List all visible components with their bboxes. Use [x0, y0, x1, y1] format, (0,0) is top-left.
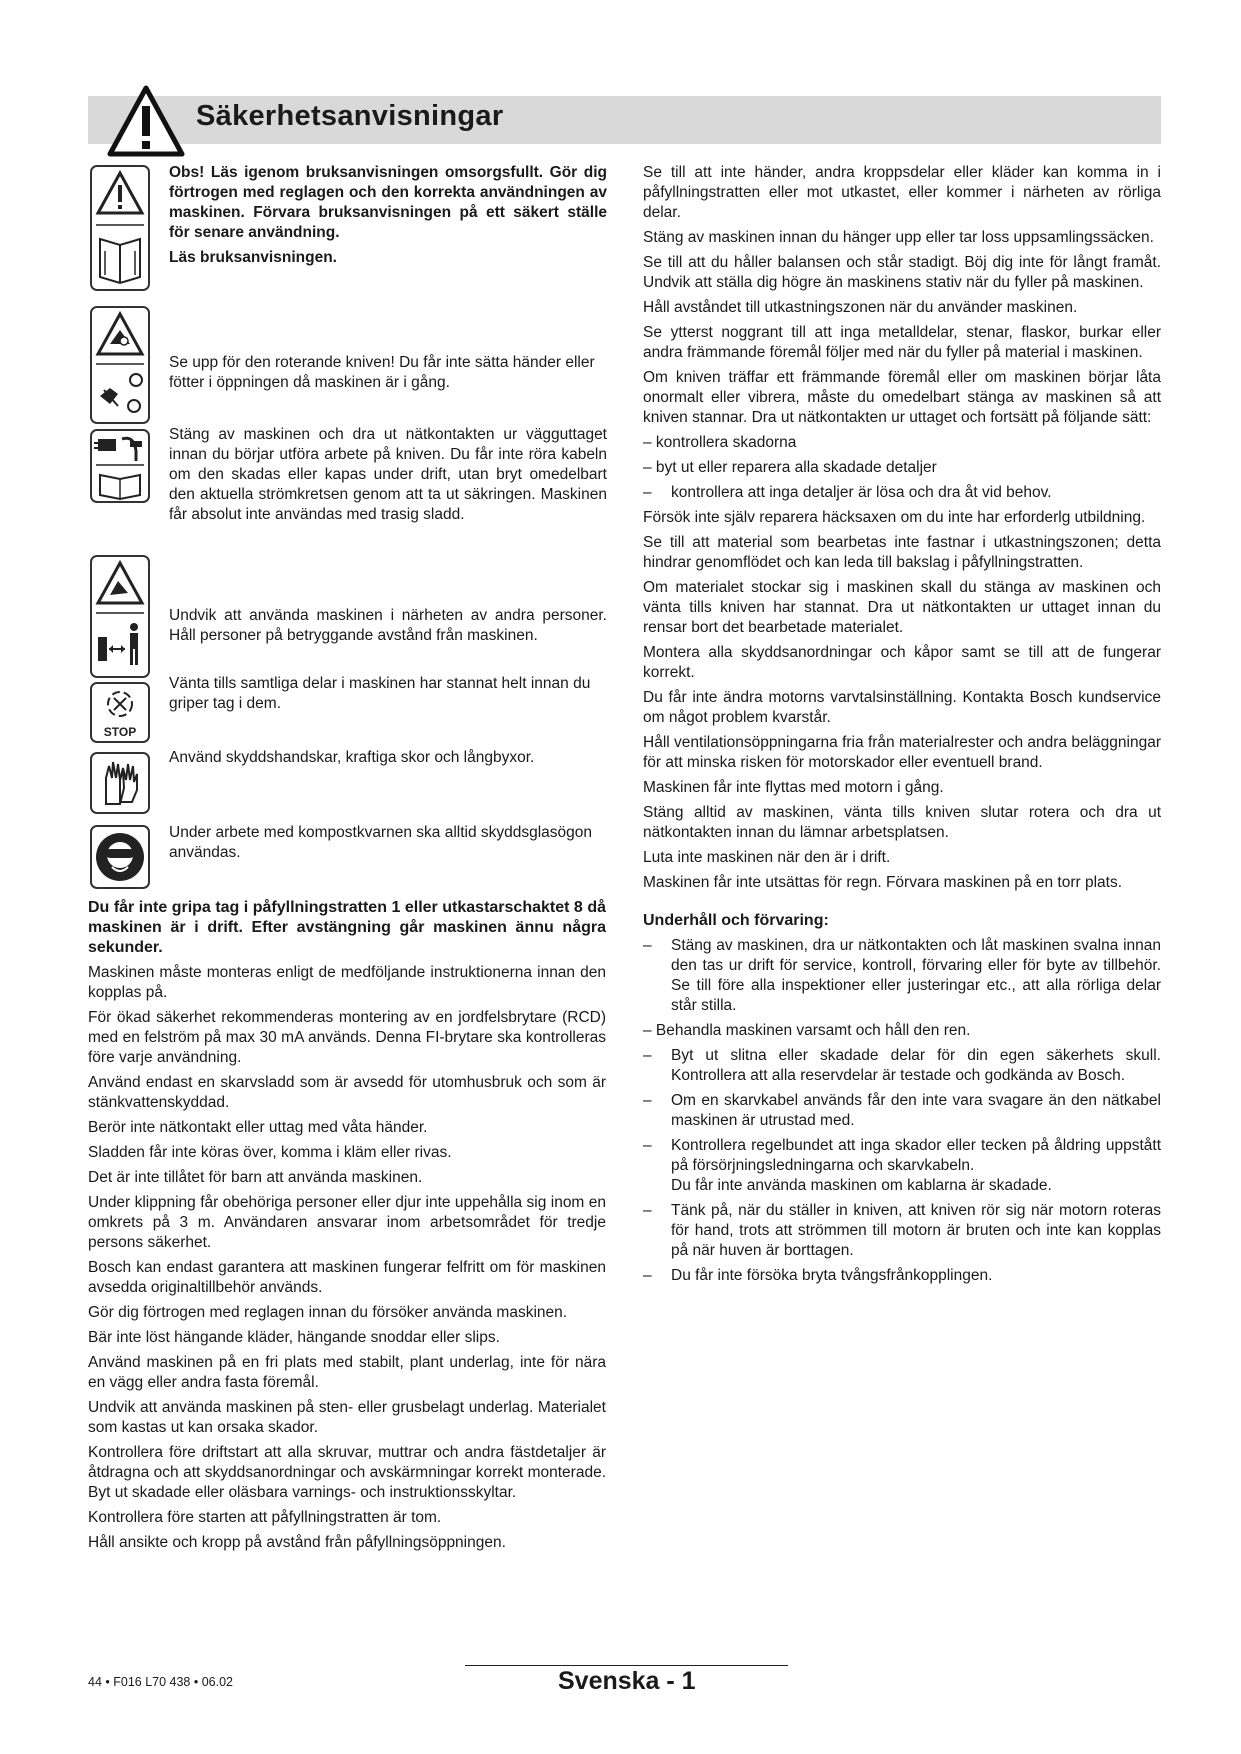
stop-rotation-icon: [92, 684, 148, 741]
read-manual-label: Läs bruksanvisningen.: [169, 249, 337, 266]
right-column: [643, 163, 1161, 1291]
left-paragraph: För ökad säkerhet rekommenderas montering av en jordfelsbrytare (RCD) med en felström på max 30 mA används. Denna FI-brytare ska kontrolleras före varje användning.: [88, 1009, 606, 1066]
list-item-text: Du får inte använda maskinen om kablarna är skadade.: [671, 1177, 1052, 1194]
left-paragraph: Gör dig förtrogen med reglagen innan du försöker använda maskinen.: [88, 1304, 568, 1321]
list-item-text: Kontrollera regelbundet att inga skador eller tecken på åldring uppstått på försörjningsledningarna och skarvkabeln.: [671, 1137, 1161, 1174]
list-item: – byt ut eller reparera alla skadade detaljer: [643, 459, 937, 476]
rotating-blade-symbol: [90, 306, 150, 424]
document-code: 44 • F016 L70 438 • 06.02: [88, 1675, 233, 1689]
left-paragraph: Maskinen måste monteras enligt de medföljande instruktionerna innan den kopplas på.: [88, 964, 606, 1001]
right-paragraph: Håll avståndet till utkastningszonen när du använder maskinen.: [643, 299, 1078, 316]
symbol-text-7: [169, 823, 607, 868]
left-paragraph: Berör inte nätkontakt eller uttag med våta händer.: [88, 1119, 428, 1136]
left-paragraph: Håll ansikte och kropp på avstånd från påfyllningsöppningen.: [88, 1534, 506, 1551]
keep-distance-symbol: [90, 555, 150, 678]
list-item: – Behandla maskinen varsamt och håll den ren.: [643, 1022, 971, 1039]
safety-goggles-icon: [92, 827, 148, 887]
page-label: Svenska - 1: [558, 1667, 696, 1695]
left-paragraph: Bosch kan endast garantera att maskinen fungerar felfritt om för maskinen avsedda originaltillbehör används.: [88, 1259, 606, 1296]
intro-warning: Du får inte gripa tag i påfyllningstratten 1 eller utkastarschaktet 8 då maskinen är i drift. Efter avstängning går maskinen ännu några sekunder.: [88, 899, 606, 956]
page-title: Säkerhetsanvisningar: [196, 100, 504, 132]
left-paragraph: Kontrollera före starten att påfyllningstratten är tom.: [88, 1509, 442, 1526]
right-paragraph: Luta inte maskinen när den är i drift.: [643, 849, 891, 866]
list-item: – kontrollera skadorna: [643, 434, 797, 451]
symbol-text-2: [169, 353, 607, 398]
symbol-text-5: [169, 674, 607, 719]
keep-distance-icon: [92, 557, 148, 676]
left-paragraph: Använd maskinen på en fri plats med stabilt, plant underlag, inte för nära en vägg eller andra fasta föremål.: [88, 1354, 606, 1391]
right-paragraph: Om kniven träffar ett främmande föremål eller om maskinen börjar låta onormalt eller vibrera, måste du omedelbart stänga av maskinen så att kniven stannar. Dra ut nätkontakten ur uttaget och fortsätt på följande sätt:: [643, 369, 1161, 426]
stop-label: STOP: [103, 725, 137, 739]
maintenance-list: [643, 1046, 1161, 1286]
right-paragraph: Om materialet stockar sig i maskinen skall du stänga av maskinen och vänta tills kniven har stannat. Dra ut nätkontakten ur uttaget innan du rensar bort det bearbetade materialet.: [643, 579, 1161, 636]
left-paragraph: Kontrollera före driftstart att alla skruvar, muttrar och andra fästdetaljer är åtdragna och att skyddsanordningar och avskärmningar korrekt monterade. Byt ut skadade eller oläsbara varnings- och instruktionsskyltar.: [88, 1444, 606, 1501]
right-paragraph: Se till att du håller balansen och står stadigt. Böj dig inte för långt framåt. Undvik att ställa dig högre än maskinens stativ när du fyller på maskinen.: [643, 254, 1161, 291]
list-item: – Stäng av maskinen, dra ur nätkontakten och låt maskinen svalna innan den tas ur drift för service, kontroll, förvaring eller för byte av tillbehör. Se till före alla inspektioner eller justeringar etc., att alla rörliga delar står stilla.: [643, 936, 1161, 1016]
maintenance-heading: Underhåll och förvaring:: [643, 912, 829, 929]
read-manual-icon: [92, 167, 148, 289]
symbol-text-3: [169, 425, 607, 530]
left-paragraph: Bär inte löst hängande kläder, hängande snoddar eller slips.: [88, 1329, 500, 1346]
right-paragraph: Maskinen får inte utsättas för regn. Förvara maskinen på en torr plats.: [643, 874, 1123, 891]
left-paragraph: Under klippning får obehöriga personer eller djur inte uppehålla sig inom en omkrets på 3 m. Användaren ansvarar inom arbetsområdet för tredje persons säkerhet.: [88, 1194, 606, 1251]
read-manual-warning: Obs! Läs igenom bruksanvisningen omsorgsfullt. Gör dig förtrogen med reglagen och den korrekta användningen av maskinen. Förvara bruksanvisningen på ett säkert ställe för senare användning.: [169, 164, 607, 241]
stop-symbol: [90, 682, 150, 743]
unplug-text: Stäng av maskinen och dra ut nätkontakten ur vägguttaget innan du börjar utföra arbete på kniven. Du får inte röra kabeln om den skadas eller kapas under drift, utan bryt omedelbart den aktuella strömkretsen genom att ta ut säkringen. Maskinen får absolut inte användas med trasig sladd.: [169, 426, 607, 523]
list-item: – kontrollera att inga detaljer är lösa och dra åt vid behov.: [643, 483, 1161, 503]
stop-text: Vänta tills samtliga delar i maskinen har stannat helt innan du griper tag i dem.: [169, 675, 591, 712]
unplug-icon: [92, 431, 148, 501]
left-paragraph: Det är inte tillåtet för barn att använda maskinen.: [88, 1169, 423, 1186]
right-paragraph: Stäng av maskinen innan du hänger upp eller tar loss uppsamlingssäcken.: [643, 229, 1154, 246]
right-paragraph: Du får inte ändra motorns varvtalsinställning. Kontakta Bosch kundservice om något problem kvarstår.: [643, 689, 1161, 726]
list-item: – Om en skarvkabel används får den inte vara svagare än den nätkabel maskinen är utrustad med.: [643, 1091, 1161, 1131]
gloves-symbol: [90, 752, 150, 814]
goggles-text: Under arbete med kompostkvarnen ska alltid skyddsglasögon användas.: [169, 824, 593, 861]
list-item: – Tänk på, när du ställer in kniven, att kniven rör sig när motorn roteras för hand, trots att strömmen till motorn är bruten och inte kan kopplas på när huven är borttagen.: [643, 1201, 1161, 1261]
keep-distance-text: Undvik att använda maskinen i närheten av andra personer. Håll personer på betryggande avstånd från maskinen.: [169, 607, 607, 644]
list-item: – Du får inte försöka bryta tvångsfrånkopplingen.: [643, 1266, 1161, 1286]
goggles-symbol: [90, 825, 150, 889]
gloves-icon: [92, 754, 148, 812]
symbol-text-1: [169, 163, 607, 273]
unplug-symbol: [90, 429, 150, 503]
left-column: [88, 898, 606, 1558]
right-paragraph: Se till att inte händer, andra kroppsdelar eller kläder kan komma in i påfyllningstratten eller mot utkastet, eller kommer i närheten av rörliga delar.: [643, 164, 1161, 221]
right-paragraph: Stäng alltid av maskinen, vänta tills kniven slutar rotera och dra ut nätkontakten innan du lämnar arbetsplatsen.: [643, 804, 1161, 841]
right-paragraph: Maskinen får inte flyttas med motorn i gång.: [643, 779, 944, 796]
right-paragraph: Se ytterst noggrant till att inga metalldelar, stenar, flaskor, burkar eller andra främmande föremål följer med när du fyller på material i maskinen.: [643, 324, 1161, 361]
right-paragraph: Se till att material som bearbetas inte fastnar i utkastningszonen; detta hindrar genomflödet och kan leda till bakslag i påfyllningstratten.: [643, 534, 1161, 571]
right-paragraph: Montera alla skyddsanordningar och kåpor samt se till att de fungerar korrekt.: [643, 644, 1161, 681]
right-paragraph: Försök inte själv reparera häcksaxen om du inte har erforderlg utbildning.: [643, 509, 1146, 526]
rotating-blade-icon: [92, 308, 148, 422]
list-item: – Byt ut slitna eller skadade delar för din egen säkerhets skull. Kontrollera att alla reservdelar är testade och godkända av Bosch.: [643, 1046, 1161, 1086]
maintenance-list: [643, 936, 1161, 1016]
warning-manual-symbol: [90, 165, 150, 291]
gloves-text: Använd skyddshandskar, kraftiga skor och långbyxor.: [169, 749, 535, 766]
symbol-text-4: [169, 606, 607, 651]
list-item: [643, 1136, 1161, 1196]
left-paragraph: Använd endast en skarvsladd som är avsedd för utomhusbruk och som är stänkvattenskyddad.: [88, 1074, 606, 1111]
left-paragraph: Undvik att använda maskinen på sten- eller grusbelagt underlag. Materialet som kastas ut kan orsaka skador.: [88, 1399, 606, 1436]
rotating-blade-text: Se upp för den roterande kniven! Du får inte sätta händer eller fötter i öppningen då maskinen är i gång.: [169, 354, 595, 391]
symbol-text-6: [169, 748, 607, 773]
right-paragraph: Håll ventilationsöppningarna fria från materialrester och andra beläggningar för att minska risken för motorskador eller eventuell brand.: [643, 734, 1161, 771]
warning-triangle-icon: [106, 84, 186, 158]
left-paragraph: Sladden får inte köras över, komma i kläm eller rivas.: [88, 1144, 452, 1161]
footer-rule: [465, 1665, 788, 1666]
check-list: [643, 483, 1161, 503]
